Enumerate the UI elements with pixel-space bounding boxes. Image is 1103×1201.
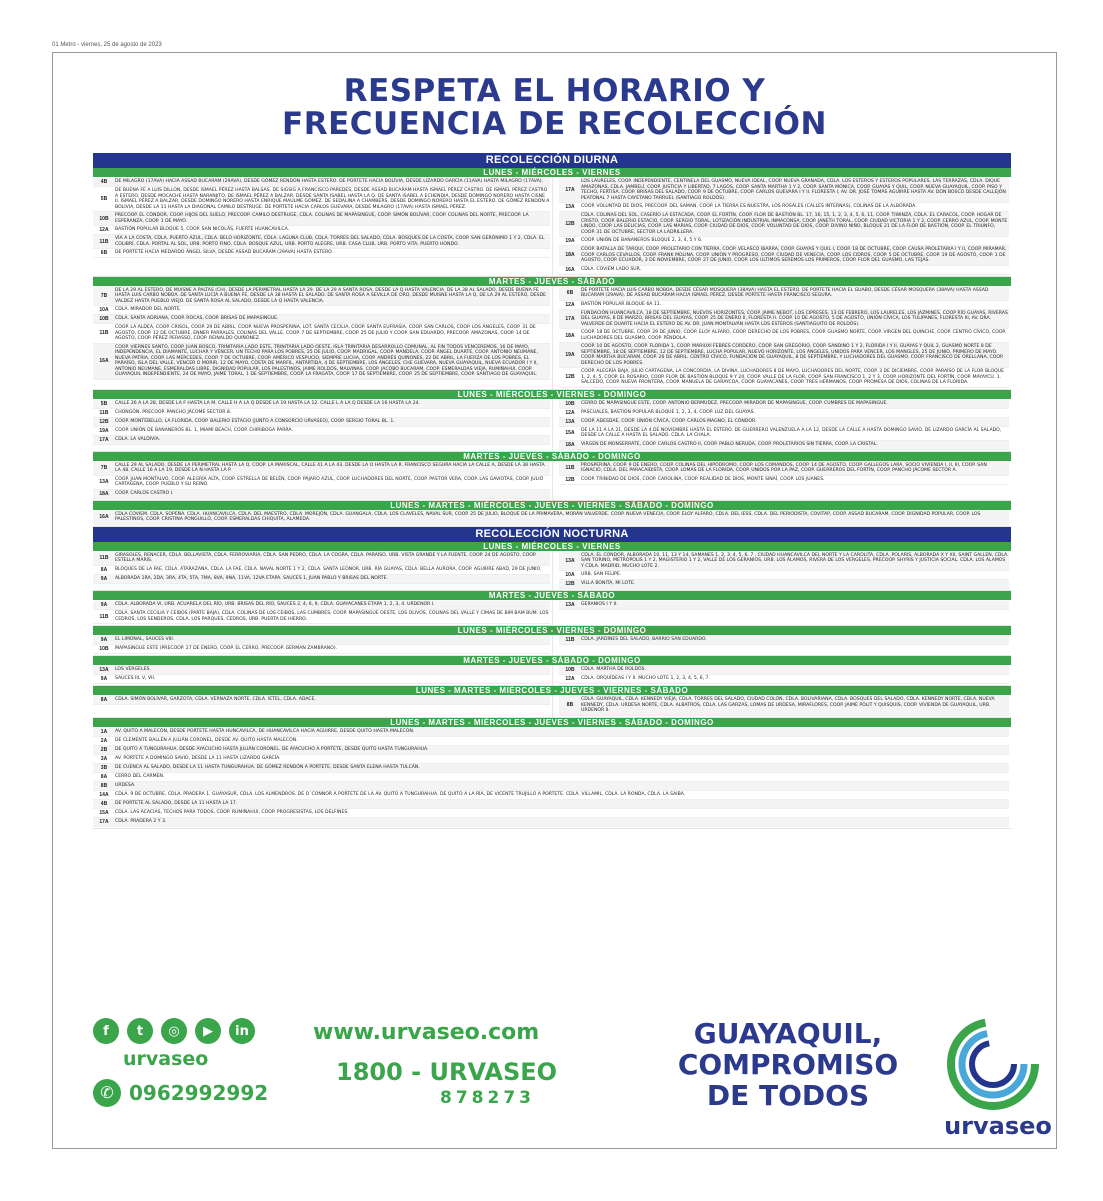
route-areas: DE QUITO A TUNGURAHUA, DESDE AYACUCHO HASTA JULIÁN CORONEL. DE AYACUCHO A PORTETE, DESDE QUITO HASTA TUNGURAHUA. bbox=[115, 746, 429, 752]
facebook-icon[interactable]: f bbox=[93, 1018, 119, 1044]
whatsapp-contact bbox=[93, 1079, 268, 1107]
route-code: 9A bbox=[100, 575, 108, 582]
route-code: 13A bbox=[565, 557, 575, 564]
days-band: LUNES - MIÉRCOLES - VIERNES - DOMINGO bbox=[93, 626, 1011, 635]
schedule-row bbox=[93, 575, 550, 584]
schedule-column-left bbox=[93, 635, 552, 655]
route-areas: COOP. UNIÓN DE BANANEROS BL. 1, MIAMI BEACH, COOP. CHIRIBOGA PARRA. bbox=[115, 427, 293, 433]
schedule-row bbox=[93, 287, 550, 307]
route-areas: CHONGÓN, PRECOOP. PANCHO JÁCOME SECTOR 8. bbox=[115, 409, 232, 415]
schedule-column-right bbox=[552, 695, 1011, 717]
route-areas: CERRO DE MAPASINGUE ESTE, COOP. ANTONIO BERMÚDEZ, PRECOOP. MIRADOR DE MAPASINGUE, COOP. CUMBRES DE MAPASINGUE. bbox=[581, 400, 888, 406]
route-code: 19A bbox=[565, 238, 575, 244]
route-areas: VILLA BONITA, MI LOTE. bbox=[581, 581, 636, 587]
route-code: 12B bbox=[99, 418, 109, 425]
route-code: 1A bbox=[100, 728, 108, 735]
schedule-row bbox=[559, 462, 1009, 476]
route-code: 8B bbox=[100, 782, 108, 789]
route-code: 11B bbox=[99, 330, 109, 337]
route-areas: DE CLEMENTE BALLÉN A JULIÁN CORONEL, DESDE AV. QUITO HASTA MALECÓN. bbox=[115, 737, 298, 743]
route-areas: CDLA. LA VALDIVIA. bbox=[115, 436, 161, 442]
schedule-column-left bbox=[93, 286, 552, 389]
route-code: 5B bbox=[100, 196, 108, 202]
schedule-column-right bbox=[552, 399, 1011, 451]
urvaseo-logo bbox=[938, 1018, 1052, 1143]
schedule-row bbox=[559, 266, 1009, 275]
route-areas: BLOQUES DE LA FAE, CDLA. ATARAZANA, CDLA. LA FAE, CDLA. NAVAL NORTE 1 Y 2, CDLA. SANTA LEONOR, URB. RÍA GUAYAS, CDLA. BELLA AURORA, COOP. AGUIRRE ABAD, 29 DE JUNIO. bbox=[115, 566, 542, 572]
route-areas: COOP. JUAN MONTALVO, COOP. ALEGRÍA ALTA, COOP. ESTRELLA DE BELÉN, COOP. PÁJARO AZUL, COOP. LUCHADORES DEL NORTE, COOP. PASTOR VERA, COOP. LAS GAVIOTAS, COOP. JULIO CARTAGENA, COOP. PUEBLO Y SU REINO. bbox=[115, 476, 544, 487]
slogan-line-3: DE TODOS bbox=[706, 1079, 870, 1112]
route-code: 18A bbox=[565, 252, 575, 259]
schedule-row bbox=[559, 675, 1009, 684]
schedule-row bbox=[93, 462, 550, 476]
route-areas: SAUCES III, V, VII. bbox=[115, 676, 156, 682]
footer bbox=[93, 1008, 1052, 1143]
schedule-group bbox=[93, 551, 1011, 592]
slogan bbox=[658, 1018, 918, 1111]
schedule-column-left bbox=[93, 600, 552, 625]
schedule-row bbox=[93, 418, 550, 427]
route-code: 5B bbox=[100, 400, 108, 407]
route-code: 7B bbox=[100, 465, 108, 471]
route-code: 10A bbox=[99, 307, 109, 313]
schedule-row bbox=[93, 645, 550, 654]
website-link[interactable]: www.urvaseo.com bbox=[313, 1020, 540, 1045]
route-areas: DE LA 29 AL ESTERO, DE MUISNE A PALTAS (CH), DESDE LA PERIMETRAL HASTA LA 29. DE LA 29 A SANTA ROSA, DESDE LA Q HASTA VALENCIA. DE LA 38 AL SALADO, DESDE BUENA FE HASTA LUIS CARBO NOBOA. DE SANTA LUCÍA A BUENA FE, DESDE LA 38 HASTA EL SALADO. DE SANTA ROSA A SEVILLA DE ORO, DESDE MUISNE HASTA LA Q. DE LA 29 AL ESTERO, DESDE VALDEZ HASTA PUEBLO VIEJO. DE SANTA ROSA AL SALADO, DESDE LA Q HASTA VALENCIA. bbox=[115, 287, 547, 304]
schedule-group bbox=[93, 665, 1011, 686]
schedule-column-left bbox=[93, 399, 552, 451]
schedule-row bbox=[93, 601, 550, 610]
route-areas: DE PORTETE HACIA MEDARDO ÁNGEL SILVA, DESDE ASSAD BUCARAM (29AVA) HASTA ESTERO. bbox=[115, 250, 334, 256]
route-areas: CDLA. SANTA ADRIANA, COOP. ROCAS, COOP. BRISAS DE MAPASINGUE. bbox=[115, 316, 279, 322]
schedule-column-right bbox=[552, 461, 1011, 500]
route-areas: CALLE 26 A LA 28, DESDE LA F HASTA LA M. CALLE H A LA Q DESDE LA 19 HASTA LA 12. CALLE L A LA Q DESDE LA 16 HASTA LA 24. bbox=[115, 400, 420, 406]
route-areas: CDLA. GUAYAQUIL, CDLA. KENNEDY VIEJA, CDLA. TORRES DEL SALADO, CIUDAD COLÓN, CDLA. BOLIVARIANA, CDLA. BOSQUES DEL SALADO, CDLA. KENNEDY NORTE, CDLA. NUEVA KENNEDY, CDLA. URDESA NORTE, CDLA. ALBATROS, CDLA. LAS GARZAS, LOMAS DE URDESA, MIRAFLORES, COOP. JAIME PÓLIT Y QUISQUIS, COOP. VIVIENDA DE GUAYAQUIL, URB. URDENOR II. bbox=[581, 697, 995, 713]
days-band: LUNES - MIÉRCOLES - VIERNES - DOMINGO bbox=[93, 390, 1011, 399]
schedule-row bbox=[93, 476, 550, 490]
schedule-group bbox=[93, 286, 1011, 390]
route-areas: CDLA. COLINAS DEL SOL, CASERÍO LA ESTACADA, COOP. EL FORTÍN, COOP. FLOR DE BASTIÓN BL. 17, 16, 15, 1, 2, 3, 4, 5, 6, 11, COOP. TIWINZA, CDLA. EL CARACOL, COOP. HOGAR DE CRISTO, COOP. BALERIO ESTACIO, COOP. SERGIO TORAL, LOTIZACIÓN INDUSTRIAL INMACONSA, COOP. JANETH TORAL, COOP. CIUDAD VICTORIA 1 Y 2, COOP. CERRO AZUL, COOP. MONTE LINDO, COOP. LAS DELICIAS, COOP. LAS MARIAS, COOP. CIUDAD DE DIOS, COOP. VOLUNTAD DE DIOS, COOP. DIVINO NIÑO, BLOQUE 21 DE LA FLOR DE BASTIÓN, COOP. EL TRIUNFO, COOP. 31 DE OCTUBRE, SECTOR LA LADRILLERA. bbox=[581, 213, 1008, 235]
schedule-group bbox=[93, 399, 1011, 452]
route-areas: DE PORTETE AL SALADO, DESDE LA 11 HASTA LA 17. bbox=[115, 800, 238, 806]
route-code: 16A bbox=[565, 266, 575, 273]
route-code: 4B bbox=[100, 179, 108, 185]
logo-swirl-icon bbox=[938, 1018, 1048, 1113]
schedule-column-left bbox=[93, 461, 552, 500]
schedule-row bbox=[93, 315, 550, 324]
route-areas: DE PORTETE HACIA LUIS CARBO NOBOA, DESDE CÉSAR MOSQUERA (38AVA) HASTA EL ESTERO. DE PORTETE HACIA EL GUABO, DESDE CÉSAR MOSQUERA (38AVA) HASTA ASSAD BUCARAM (29AVA). DE ASSAD BUCARAM HACIA ISMAEL PÉREZ, DESDE PORTETE HASTA FRANCISCO SEGURA. bbox=[581, 287, 989, 298]
schedule-row bbox=[559, 552, 1009, 572]
route-code: 13A bbox=[99, 479, 109, 485]
days-band: MARTES - JUEVES - SÁBADO - DOMINGO bbox=[93, 656, 1011, 665]
route-code: 15A bbox=[565, 430, 575, 436]
schedule-row bbox=[93, 226, 550, 235]
schedule-row bbox=[559, 287, 1009, 301]
route-areas: CDLA. LAS ACACIAS, TECHOS PARA TODOS, COOP. RUMIÑAHUI, COOP. PROGRESISTAS, LOS DELFINES. bbox=[115, 809, 349, 815]
schedule-row bbox=[559, 246, 1009, 266]
schedule-row bbox=[559, 601, 1009, 610]
page-title bbox=[53, 75, 1056, 141]
route-areas: AV. PORTETE A DOMINGO SAVIO, DESDE LA 11 HASTA LIZARDO GARCÍA. bbox=[115, 755, 281, 761]
route-areas: BASTIÓN POPULAR BLOQUE 5, COOP. SAN NICOLÁS, FUERTE HUANCAVILCA. bbox=[115, 227, 290, 233]
route-code: 11B bbox=[99, 613, 109, 620]
route-code: 12A bbox=[565, 676, 575, 682]
route-areas: AV. QUITO A MALECÓN, DESDE PORTETE HASTA HUNCAVILCA, DE HUANCAVILCA HACIA AGUIRRE, DESDE QUITO HASTA MALECÓN. bbox=[115, 728, 415, 734]
schedule-row bbox=[559, 329, 1009, 343]
route-code: 11B bbox=[99, 555, 109, 561]
route-areas: EL LIMONAL, SAUCES VIII. bbox=[115, 637, 175, 643]
route-code: 13A bbox=[565, 204, 575, 210]
route-areas: COOP. BATALLA DE TARQUI, COOP. PROLETARIO CON TIERRA, COOP. VELASCO IBARRA, COOP. GUAYAS Y QUIL I, COOP. 18 DE OCTUBRE, COOP. CAUSA PROLETARIA I Y II, COOP. MIRAMAR, COOP. CARLOS CEVALLOS, COOP. FRANK MOLINA, COOP. UNIÓN Y PROGRESO, COOP. CIUDAD DE VENECIA, COOP. LOS CIDROS, COOP. 5 DE OCTUBRE, COOP. 19 DE AGOSTO, COOP. 1 DE AGOSTO, COOP. ECUADOR, 3 DE NOVIEMBRE, COOP. 27 DE JUNIO, COOP. LOS ÚLTIMOS SEREMOS LOS PRIMEROS, COOP. FLOR DEL GUASMO, LAS TEJAS. bbox=[581, 247, 1007, 263]
route-code: 12A bbox=[99, 227, 109, 233]
route-code: 17A bbox=[565, 315, 575, 322]
route-areas: CDLA COVIEM. CDLA. SOPEÑA. CDLA. HUANCAVILCA, CDLA. DEL MAESTRO, CDLA. MOREJÓN, CDLA. GUANGALA, CDLA. LOS CLAVELES, NAVAL SUR, COOP. 25 DE JULIO, BLOQUE DE LA PRIMAVERA, MORÁN VALVERDE. COOP. NUEVA VENECIA, COOP. ELOY ALFARO, CDLA. DEL IESS, CDLA. DEL PERIODISTA, COVITAP, COOP. ASSAD BUCARAM, COOP. DIGNIDAD POPULAR, COOP. LOS PALESTINOS, COOP. CRISTINA PONGUILLO, COOP. ESMERALDAS CHIQUITA, ALAMEDA. bbox=[115, 511, 981, 522]
slogan-line-1: GUAYAQUIL, bbox=[693, 1017, 883, 1050]
route-code: 15A bbox=[99, 809, 109, 816]
social-icons bbox=[93, 1018, 255, 1044]
schedule-row bbox=[93, 511, 1009, 525]
schedule-row bbox=[559, 343, 1009, 368]
route-areas: CDLA. SIMÓN BOLÍVAR, GARZOTA, CDLA. VERNAZA NORTE, CDLA. IETEL, CDLA. ADACE. bbox=[115, 697, 316, 703]
schedule-column-right bbox=[552, 551, 1011, 591]
phone-digits: 878273 bbox=[440, 1088, 535, 1108]
route-code: 8A bbox=[100, 697, 108, 703]
schedule-row bbox=[93, 636, 550, 645]
schedule-row bbox=[559, 301, 1009, 310]
schedule-row bbox=[93, 746, 1009, 755]
schedule-row bbox=[93, 427, 550, 436]
days-band: LUNES - MARTES - MIÉRCOLES - JUEVES - VIERNES - SÁBADO bbox=[93, 686, 1011, 695]
schedule-group bbox=[93, 510, 1011, 527]
route-code: 10B bbox=[99, 646, 109, 652]
schedule-row bbox=[559, 237, 1009, 246]
whatsapp-icon[interactable]: ✆ bbox=[93, 1079, 121, 1107]
schedule-row bbox=[93, 178, 550, 187]
schedule-row bbox=[559, 400, 1009, 409]
route-code: 16A bbox=[99, 514, 109, 520]
logo-text: urvaseo bbox=[944, 1112, 1052, 1140]
days-band: LUNES - MIÉRCOLES - VIERNES bbox=[93, 168, 1011, 177]
route-code: 9A bbox=[100, 602, 108, 608]
schedule-row bbox=[93, 782, 1009, 791]
social-handle: urvaseo bbox=[123, 1048, 209, 1070]
schedule-column-right bbox=[552, 286, 1011, 389]
route-areas: DE CUENCA AL SALADO, DESDE LA 11 HASTA TUNGURAHUA. DE GÓMEZ RENDÓN A PORTETE, DESDE SANTA ELENA HASTA TULCÁN. bbox=[115, 764, 420, 770]
route-code: 18A bbox=[99, 490, 109, 497]
twitter-icon[interactable]: t bbox=[127, 1018, 153, 1044]
route-code: 10B bbox=[99, 215, 109, 222]
route-code: 17A bbox=[99, 436, 109, 443]
schedule-group bbox=[93, 635, 1011, 656]
route-areas: COOP. ADESDAE, COOP. UNIÓN CÍVICA, COOP. CARLOS MAGNO, EL CÓNDOR. bbox=[581, 418, 757, 424]
route-areas: CDLA. SANTA CECILIA Y CEIBOS (PARTE BAJA), CDLA. COLINAS DE LOS CEIBOS, LAS CUMBRES, COOP. MAPASINGUE OESTE, LOS OLIVOS, COLINAS DEL VALLE Y CIMAS DE BIM BAM BUM. LOS CEDROS, LOS SENDEROS, CDLA. LOS PARQUES, CEDROS, URB. PUERTA DE HIERRO. bbox=[115, 611, 549, 622]
route-areas: URB. SAN FELIPE. bbox=[581, 572, 622, 578]
route-code: 10B bbox=[565, 400, 575, 407]
schedule-row bbox=[559, 409, 1009, 418]
schedule-row bbox=[93, 818, 1009, 827]
route-code: 8A bbox=[100, 566, 108, 573]
schedule-column-left bbox=[93, 177, 552, 276]
schedule-group bbox=[93, 600, 1011, 626]
route-areas: CDLA. ORQUÍDEAS I Y II. MUCHO LOTE 1, 2, 3, 4, 5, 6, 7. bbox=[581, 676, 710, 682]
schedule-row bbox=[93, 344, 550, 380]
route-code: 17A bbox=[99, 818, 109, 825]
route-code: 19A bbox=[565, 352, 575, 358]
schedule-column-right bbox=[552, 635, 1011, 655]
route-areas: COOP. CARLOS CASTRO I. bbox=[115, 490, 174, 496]
route-areas: MAPASINGUE ESTE (PRECOOP. 27 DE ENERO, COOP. EL CERRO, PRECOOP. GERMAN ZAMBRANO). bbox=[115, 646, 338, 652]
schedule-row bbox=[559, 696, 1009, 716]
route-areas: GIRASOLES, RENACER, CDLA. BELLAVISTA, CDLA. FERROVIARIA, CDLA. SAN PEDRO, CDLA. LA COGRA, CDLA. PARAÍSO, URB. VISTA GRANDE Y LA FUENTE, COOP. 24 DE AGOSTO, COOP. ESTELLA MARIS. bbox=[115, 552, 537, 563]
route-areas: LOS LAURELES, COOP. INDEPENDIENTE, CENTINELA DEL GUASMO, NUEVA IDEAL, COOP. NUEVA GRANADA, CDLA. LOS ESTEROS Y ESTEROS POPULARES, LAS TERRAZAS, CDLA. DIQUE AMAZONAS, CDLA. JAMBELÍ, COOP. JUSTICIA Y LIBERTAD, 7 LAGOS, COOP. SANTA MARTHA 1 Y 2, COOP. SANTA MÓNICA, COOP. GUAYAS Y QUIL, COOP. NUEVA GUAYAQUIL, COOP. PISO Y TECHO, FERTISA. COOP. BRISAS DEL SALADO, COOP. 9 DE OCTUBRE, COOP. CARLOS GUEVARA I Y II. FLORESTA I, AV. DR. JOSÉ TOMÁS AGUIRRE HASTA AV. DON BOSCO DESDE CALLEJÓN PEATONAL 7 HASTA CAYETANO TARRUEL (SANTIAGO ROLDÓS). bbox=[581, 179, 1006, 201]
schedule-row bbox=[93, 490, 550, 499]
schedule-row bbox=[559, 178, 1009, 203]
route-code: 9A bbox=[100, 676, 108, 682]
route-code: 8B bbox=[566, 702, 574, 709]
route-code: 11B bbox=[99, 238, 109, 245]
route-code: 16A bbox=[99, 358, 109, 364]
route-code: 13A bbox=[99, 667, 109, 673]
schedule-row bbox=[93, 212, 550, 226]
title-line-2: FRECUENCIA DE RECOLECCIÓN bbox=[282, 106, 827, 142]
schedule-row bbox=[559, 310, 1009, 330]
route-areas: CDLA. MARTHA DE ROLDÓS. bbox=[581, 667, 647, 673]
route-code: 11B bbox=[99, 409, 109, 416]
route-code: 13A bbox=[565, 602, 575, 608]
route-code: 2B bbox=[100, 746, 108, 753]
route-areas: VIRGEN DE MONSERRATE, COOP. CARLOS CASTRO II, COOP. PABLO NERUDA, COOP. PROLETARIOS SIN TIERRA, COOP. LA CRISTAL. bbox=[581, 441, 878, 447]
route-code: 11B bbox=[565, 637, 575, 643]
route-areas: ALBORADA 1RA, 2DA, 3RA, 4TA, 5TA, 7MA, 8VA, 9NA, 11VA, 12VA ETAPA. SAUCES 1, JUAN PABLO Y BRISAS DEL NORTE. bbox=[115, 575, 388, 581]
schedule-column-right bbox=[552, 600, 1011, 625]
route-areas: CDLA. ALBORADA VI, URB. ACUARELA DEL RÍO, URB. BRISAS DEL RÍO, SAUCES 2, 4, 6, 9, CDLA. GUAYACANES ETAPA 1, 2, 3, 4. URDENOR I. bbox=[115, 602, 435, 608]
schedule-row bbox=[559, 418, 1009, 427]
schedule-column-left bbox=[93, 665, 552, 685]
route-code: 4B bbox=[100, 800, 108, 807]
schedule-row bbox=[559, 571, 1009, 580]
route-areas: CDLA. JARDINES DEL SALADO, BARRIO SAN EDUARDO. bbox=[581, 637, 707, 643]
route-areas: COOP. VOLUNTAD DE DIOS, PRECOOP. DEL SAMAN, COOP. LA TIERRA ES NUESTRA, LOS ROSALES (CALLES INTERNAS), COLINAS DE LA ALBORADA. bbox=[581, 204, 917, 210]
days-band: MARTES - JUEVES - SÁBADO bbox=[93, 277, 1011, 286]
schedule-row bbox=[93, 610, 550, 624]
slogan-line-2: COMPROMISO bbox=[677, 1048, 899, 1081]
schedule-content bbox=[93, 153, 1011, 829]
schedule-row bbox=[93, 552, 550, 566]
linkedin-icon[interactable]: in bbox=[229, 1018, 255, 1044]
route-areas: FUNDACIÓN HUANCAVILCA, 18 DE SEPTIEMBRE, NUEVOS HORIZONTES, COOP. JAIME NEBOT, LOS CIPRESES, 13 DE FEBRERO, LOS LAURELES, LOS JAZMINES, COOP RÍO GUAYAS, RIVERAS DEL GUAYAS, 8 DE MARZO, BRISAS DEL GUAYAS, COOP. 25 DE ENERO II, FLORESTA II. COOP. 10 DE AGOSTO, 5 DE AGOSTO, UNIÓN CÍVICA, LOS TULIPANES, FLORESTA III, AV. DRA. VALVERDE DE DUARTE HACIA EL ESTERO DE AV. DR. JUAN MONTALVÁN HASTA LOS ESTEROS (SANTIAGUITO DE ROLDÓS). bbox=[581, 310, 1008, 327]
nocturna-heading: RECOLECCIÓN NOCTURNA bbox=[93, 527, 1011, 542]
route-areas: VÍA A LA COSTA, CDLA. PUERTO AZUL, CDLA. BELO HORIZONTE, CDLA. LAGUNA CLUB, CDLA. TORRES DEL SALADO, CDLA. BOSQUES DE LA COSTA, COOP. SAN GERÓNIMO 1 Y 2, CDLA. EL COLIBRÍ, CDLA. PORTAL AL SOL, URB. PORTO FINO, CDLA. BOSQUE AZUL, URB. PORTO ALEGRE, URB. CASA CLUB, URB. PORTO VITA, PUERTO HONDO. bbox=[115, 236, 545, 247]
route-code: 11B bbox=[565, 465, 575, 471]
route-areas: COOP. VIERNES SANTO, COOP. JUAN BOSCO, TRINITARIA LADO ESTE, TRINITARIA LADO OESTE, ISLA TRINITARIA DESARROLLO COMUNAL, AL FIN TODOS VENCEREMOS, 16 DE MAYO, INDEPENDENCIA, EL DIAMANTE, LUCHAR Y VENCER, UN TECHO PARA LOS POBRES, 25 DE JULIO, COOP. MADRIGAL, COOP. MANDELA, COOP. ÁNGEL DUARTE, COOP. ANTONIO NEUMANE, NUEVA PATRIA, COOP. LAS MERCEDES, COOP. 7 DE OCTUBRE, COOP. AMÉRICO VESPUCIO, SIEMPRE LUCHA, COOP. ANDRÉS QUIÑONES, 22 DE ABRIL, LA FUERZA DE LOS POBRES, EL PARAÍSO, ISLA DEL VALLE, VENCER O MORIR, 12 DE MAYO, COSTA DE MARFIL, ANTÁRTIDA, 4 DE SEPTIEMBRE, LOS ÁNGELES, CHE GUEVARA, NUEVA GUAYAQUIL, NUEVA ECUADOR I Y II, ANTONIO NEUMANE, ESMERALDAS LIBRE, DIGNIDAD POPULAR, LOS PALESTINOS, JAIME ROLDÓS, MALVINAS. COOP. JACOBO BUCARAM, COOP. ESMERALDAS VIEJA, RUMIÑAHUI, COOP. GUAYAQUIL INDEPENDIENTE, 24 DE MAYO, JAIME TORAL, 1 DE SEPTIEMBRE, COOP. LA FRAGATA, COOP. 17 DE SEPTIEMBRE, COOP. 25 DE SEPTIEMBRE, COOP. SANTIAGO DE GUAYAQUIL. bbox=[115, 344, 539, 377]
schedule-row bbox=[559, 580, 1009, 589]
route-areas: PROSPERINA, COOP. 9 DE ENERO, COOP. COLINAS DEL HIPÓDROMO, COOP. LOS COMANDOS, COOP. 14 DE AGOSTO, COOP. GALLEGOS LARA, SOCIO VIVIENDA I, II, III, COOP. SAN IGNACIO, CDLA. DEL PARACAIDISTA, COOP. LOMAS DE LA FLORIDA, COOP. UNIDOS POR LA PAZ, COOP. GUERREROS DEL FORTÍN, COOP. PANCHO JÁCOME SECTOR A. bbox=[581, 462, 987, 473]
route-code: 12A bbox=[565, 409, 575, 416]
route-code: 10A bbox=[565, 572, 575, 578]
route-code: 6B bbox=[566, 290, 574, 296]
route-code: 12B bbox=[565, 221, 575, 227]
schedule-column-left bbox=[93, 695, 552, 717]
route-code: 2A bbox=[100, 737, 108, 744]
route-areas: CDLA. COVIEM LADO SUR. bbox=[581, 266, 642, 272]
schedule-row bbox=[93, 764, 1009, 773]
route-code: 12B bbox=[565, 581, 575, 587]
route-areas: COOP. ALEGRÍA BAJA, JULIO CARTAGENA, LA CONCORDIA, LA DIVINA, LUCHADORES 8 DE MAYO, LUCHADORES DEL NORTE, COOP. 3 DE DICIEMBRE. COOP. PARAÍSO DE LA FLOR BLOQUE 1, 2, 4, 5, COOP. EL ROSARIO, COOP. FLOR DE BASTIÓN BLOQUE 9 Y 20, COOP. VALLE DE LA FLOR, COOP. SAN FRANCISCO 1, 2 Y 3, COOP. HORIZONTE DEL FORTÍN, COOP. MAYAYCU. 1. SALCEDO, COOP. NUEVA FRONTERA, COOP. MANUELA DE GARAYCOA, COOP. GUAYACANES, COOP. TRES HERMANOS, COOP. PROMESA DE DIOS, COLINAS DE LA FLORIDA. bbox=[581, 369, 1004, 385]
days-band: MARTES - JUEVES - SÁBADO - DOMINGO bbox=[93, 452, 1011, 461]
schedule-row bbox=[93, 409, 550, 418]
route-areas: COOP. 18 DE OCTUBRE, COOP. 29 DE JUNIO, COOP. ELOY ALFARO, COOP. DERECHO DE LOS POBRES, COOP. GUASMO NORTE, COOP. VIRGEN DEL QUINCHE, COOP. CENTRO CÍVICO, COOP. LUCHADORES DEL GUASMO, COOP. PÉNDOLA. bbox=[581, 330, 1006, 341]
route-areas: CDLA. MIRADOR DEL NORTE. bbox=[115, 307, 182, 313]
schedule-row bbox=[93, 400, 550, 409]
route-areas: COOP. MONTEBELLO, LA FLORIDA, COOP. BALERIO ESTACIO (JUNTO A CONSORCIO URVASEO), COOP. SERGIO TORAL BL. 1. bbox=[115, 418, 395, 424]
phone-number[interactable]: 1800 - URVASEO bbox=[336, 1058, 558, 1086]
schedule-row bbox=[93, 755, 1009, 764]
schedule-column-right bbox=[552, 177, 1011, 276]
route-areas: COOP. UNIÓN DE BANANEROS BLOQUE 2, 3, 4, 5 Y 6. bbox=[581, 238, 703, 244]
schedule-column bbox=[93, 510, 1011, 526]
schedule-group bbox=[93, 695, 1011, 718]
schedule-row bbox=[559, 666, 1009, 675]
schedule-row bbox=[93, 436, 550, 445]
route-code: 10B bbox=[99, 316, 109, 322]
schedule-row bbox=[559, 212, 1009, 237]
route-code: 8A bbox=[100, 773, 108, 780]
schedule-row bbox=[93, 773, 1009, 782]
instagram-icon[interactable]: ◎ bbox=[161, 1018, 187, 1044]
route-code: 18A bbox=[565, 441, 575, 448]
days-band: MARTES - JUEVES - SÁBADO bbox=[93, 591, 1011, 600]
route-areas: CDLA. 9 DE OCTUBRE, CDLA. PRADERA 1. GUAYASUR, CDLA. LOS ALMENDROS. DE O´CONNOR A PORTETE DE LA AV. QUITO A TUNGURAHUA. DE QUITO A LA RÍA, DE VICENTE TRUJILLO A PORTETE. CDLA. VILLAMIL, CDLA. LA RONDA, CDLA. LA SAIBA. bbox=[115, 791, 686, 797]
route-code: 13A bbox=[565, 418, 575, 425]
route-areas: GERANIOS I Y II. bbox=[581, 602, 618, 608]
route-areas: COOP. TRINIDAD DE DIOS, COOP. CAROLINA, COOP. REALIDAD DE DIOS, MONTE SINAÍ, COOP. LOS JUANES. bbox=[581, 476, 825, 482]
schedule-row bbox=[93, 235, 550, 249]
route-areas: CDLA. EL CÓNDOR, ALBORADA 10, 11, 13 Y 14, SAMANES 1, 2, 3, 4, 5, 6, 7 , CIUDAD HUANCAVILCA DEL NORTE Y LA CAROLITA, CDLA. POLARIS, ALBORADA X Y XII, SAINT GALLEN, CDLA. SAN TORINO, METRÓPOLIS 1 Y 2, MAGISTERIO 1 Y 2, VALLE DE LOS GERANIOS, URB. LOS ÁLAMOS, RIVERA DE LOS VERGELES, PRECOOP. SHYRIS Y JUSTICIA SOCIAL. CDLA. LOS ÁLAMOS Y CDLA. MADRID, MUCHO LOTE 2. bbox=[581, 552, 1009, 569]
route-areas: CDLA. PRADERA 2 Y 3. bbox=[115, 818, 167, 824]
notice-frame bbox=[52, 52, 1057, 1149]
schedule-column-left bbox=[93, 551, 552, 591]
schedule-row bbox=[559, 441, 1009, 450]
route-areas: DE MILAGRO (17AVA) HACIA ASSAD BUCARAM (29AVA), DESDE GÓMEZ RENDÓN HASTA ESTERO. DE PORTETE HACIA BOLÍVIA, DESDE LIZARDO GARCÍA (11AVA) HASTA MILAGRO (17AVA). bbox=[115, 179, 543, 185]
schedule-row bbox=[93, 675, 550, 684]
days-band: LUNES - MARTES - MIÉRCOLES - JUEVES - VIERNES - SÁBADO - DOMINGO bbox=[93, 718, 1011, 727]
schedule-row bbox=[93, 187, 550, 212]
route-code: 12B bbox=[565, 476, 575, 483]
schedule-row bbox=[559, 636, 1009, 645]
schedule-group bbox=[93, 727, 1011, 829]
route-areas: URDESA. bbox=[115, 782, 136, 788]
route-code: 18A bbox=[565, 332, 575, 339]
route-areas: CALLE 29 AL SALADO, DESDE LA PERIMETRAL HASTA LA Q. COOP. LA MARISCAL, CALLE 41 A LA 43, DESDE LA O HASTA LA R. FRANCISCO SEGURA HACIA LA CALLE A, DESDE LA 38 HASTA LA 48. CALLE 16 A LA 19, DESDE LA N HASTA LA P. bbox=[115, 462, 545, 473]
schedule-group bbox=[93, 461, 1011, 501]
route-areas: DE BUENA FE A LUIS DILLON, DESDE ISMAEL PÉREZ HASTA BALSAS. DE SIGSIG A FRANCISCO PAREDES, DESDE ASSAD BUCARAM HASTA ISMAEL PÉREZ CASTRO. DE ISMAEL PÉREZ CASTRO A ESTERO, DESDE MOCACHE HASTA NARANJITO. DE ISMAEL PÉREZ A BALZAR, DESDE SANTA ISABEL HASTA LA Q. DE SANTA ISABEL A ECHENDIA, DESDE DOMINGO NORERO HASTA CISNE II. ISMAEL PÉREZ A BALZAR, DESDE DOMINGO NORERO HASTA ENRIQUE MAULME GÓMEZ. DE SEDALINA A CHAMBERS, DESDE DOMINGO NORERO HASTA EL ESTERO. DE GÓMEZ RENDÓN A BOLIVIA, DESDE LA 11 HASTA LA DIAGONAL CAMILO DESTRUGE. DE PORTETE HACIA CARLOS GUEVARA, DESDE MILAGRO (17AVA) HASTA ISMAEL PÉREZ. bbox=[115, 188, 550, 210]
route-code: 12B bbox=[565, 374, 575, 381]
schedule-row bbox=[93, 306, 550, 315]
youtube-icon[interactable]: ▶ bbox=[195, 1018, 221, 1044]
schedule-row bbox=[93, 324, 550, 344]
route-code: 12A bbox=[565, 301, 575, 308]
route-code: 14A bbox=[99, 791, 109, 798]
route-areas: CERRO DEL CARMEN. bbox=[115, 773, 165, 779]
page-meta: 01 Metro - viernes, 25 de agosto de 2023 bbox=[52, 42, 162, 48]
diurna-heading: RECOLECCIÓN DIURNA bbox=[93, 153, 1011, 168]
schedule-row bbox=[93, 696, 550, 705]
schedule-row bbox=[93, 791, 1009, 800]
route-areas: COOP. LA ALDEA, COOP. CRISOL, COOP. 29 DE ABRIL, COOP. NUEVA PROSPERINA, LOT. SANTA CECILIA, COOP. SANTA EUFRASIA, COOP. SAN CARLOS, COOP. LOS ÁNGELES, COOP. 31 DE AGOSTO, COOP. 12 DE OCTUBRE, ENNER PARRALES, COLINAS DEL VALLE, COOP. 7 DE SEPTIEMBRE, COOP. 25 DE JULIO Y COOP. SAN EDUARDO, PRECOOP. AMAZONAS, COOP. 14 DE AGOSTO, COOP. PÉREZ PERASSO, COOP. REINALDO QUIÑÓNEZ. bbox=[115, 325, 536, 341]
route-code: 17A bbox=[565, 187, 575, 193]
schedule-row bbox=[559, 203, 1009, 212]
route-areas: LOS VERGELES. bbox=[115, 667, 151, 673]
schedule-row bbox=[93, 800, 1009, 809]
schedule-row bbox=[93, 737, 1009, 746]
route-areas: PRECOOP. EL CÓNDOR, COOP. HIJOS DEL SUELO, PRECOOP. CAMILO DESTRUGE, CDLA. COLINAS DE MAPASINGUE, COOP. SIMÓN BOLÍVAR, COOP. COLINAS DEL NORTE, PRECOOP. LA ESPERANZA, COOP. 1 DE MAYO. bbox=[115, 213, 529, 224]
route-code: 7B bbox=[100, 292, 108, 299]
schedule-row bbox=[93, 809, 1009, 818]
schedule-row bbox=[559, 427, 1009, 441]
days-band: LUNES - MIÉRCOLES - VIERNES bbox=[93, 542, 1011, 551]
route-areas: PASCUALES, BASTIÓN POPULAR BLOQUE 1, 2, 3, 4, COOP. LUZ DEL GUAYAS. bbox=[581, 409, 756, 415]
route-code: 19A bbox=[99, 427, 109, 434]
schedule-row bbox=[559, 476, 1009, 485]
schedule-row bbox=[93, 728, 1009, 737]
route-areas: DE LA 11 A LA 21, DESDE LA 4 DE NOVIEMBRE HASTA EL ESTERO. DE GUERRERO VALENZUELA A LA 12, DESDE LA CALLE A HASTA DOMINGO SAVIO. DE LIZARDO GARCÍA AL SALADO, DESDE LA CALLE A HASTA EL SALADO. CDLA. LA CHALA. bbox=[581, 427, 1002, 438]
title-line-1: RESPETA EL HORARIO Y bbox=[343, 73, 766, 109]
schedule-row bbox=[93, 666, 550, 675]
route-code: 3A bbox=[100, 755, 108, 762]
whatsapp-number[interactable]: 0962992992 bbox=[129, 1081, 269, 1105]
route-code: 6B bbox=[100, 250, 108, 256]
schedule-row bbox=[559, 368, 1009, 388]
schedule-group bbox=[93, 177, 1011, 277]
route-code: 9A bbox=[100, 637, 108, 643]
route-areas: COOP. 10 DE AGOSTO, COOP. FLORIDA 1, COOP. MARIUXI FEBRES CORDERO, COOP. SAN GREGORIO, COOP. SANDINO 1 Y 2, FLORIDA I Y II, GUAYAS Y QUIL 2, GUASMO NORTE 8 DE SEPTIEMBRE, 18 DE SEPTIEMBRE, 12 DE SEPTIEMBRE, LUCHA POPULAR, NUEVO HORIZONTE, LOS ÁNGELES, UNIDOS PARA VENCER, LOS MANGLES, 25 DE JUNIO, PRIMERO DE MAYO. COOP. MARTHA BUCARAM, COOP. 26 DE ABRIL. CENTRO CÍVICO, FUNDACIÓN DE GUAYAQUIL, 8 DE SEPTIEMBRE, Y LUCHADORES DEL GUASMO. COOP. FRANCISCO DE ORELLANA, COOP. DERECHO DE LOS POBRES. bbox=[581, 344, 1004, 366]
schedule-column bbox=[93, 727, 1011, 828]
route-areas: BASTIÓN POPULAR BLOQUE 6A 11. bbox=[581, 301, 662, 307]
schedule-column-right bbox=[552, 665, 1011, 685]
route-code: 10B bbox=[565, 667, 575, 673]
days-band: LUNES - MARTES - MIÉRCOLES - JUEVES - VIERNES - SÁBADO - DOMINGO bbox=[93, 501, 1011, 510]
route-code: 3B bbox=[100, 764, 108, 771]
schedule-row bbox=[93, 249, 550, 258]
schedule-row bbox=[93, 566, 550, 575]
